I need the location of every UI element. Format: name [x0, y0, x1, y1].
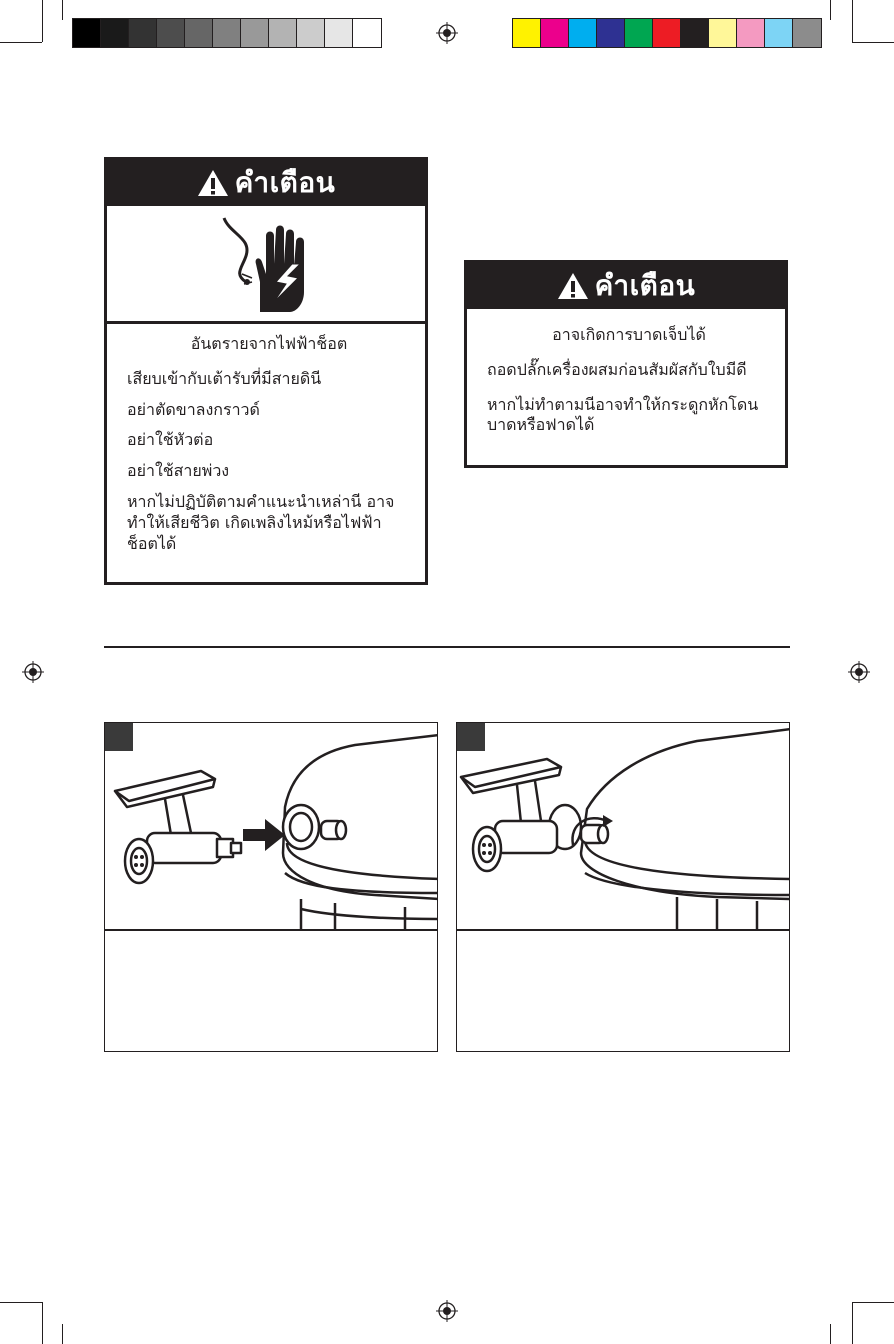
grayscale-swatch	[157, 19, 185, 47]
crop-mark	[62, 0, 63, 20]
registration-mark-icon	[848, 661, 870, 683]
hazard-symbol-area	[107, 206, 425, 324]
step-panel-1	[104, 722, 438, 1052]
crop-mark	[42, 1302, 43, 1344]
process-color-swatch	[765, 19, 793, 47]
grayscale-swatch	[129, 19, 157, 47]
process-color-swatch	[597, 19, 625, 47]
electric-shock-hand-icon	[216, 212, 316, 316]
process-color-swatch	[541, 19, 569, 47]
warning-instruction: เสียบเข้ากับเต้ารับที่มีสายดินี	[127, 368, 322, 388]
grayscale-swatch	[325, 19, 353, 47]
registration-mark-icon	[436, 1300, 458, 1322]
process-color-swatch	[653, 19, 681, 47]
process-color-swatch	[569, 19, 597, 47]
warning-instruction: อย่าใช้สายพ่วง	[127, 461, 230, 481]
grayscale-swatch	[73, 19, 101, 47]
step-number-badge	[457, 723, 485, 751]
warning-consequence: หากไม่ทำตามนีอาจทำให้กระดูกหักโดนบาดหรือฟาดได้	[487, 394, 759, 435]
warning-title: คำเตือน	[234, 166, 336, 199]
registration-mark-icon	[22, 661, 44, 683]
secure-grinder-illustration	[457, 723, 789, 929]
grayscale-swatch	[213, 19, 241, 47]
registration-mark-icon	[436, 22, 458, 44]
warning-instruction: อย่าใช้หัวต่อ	[127, 430, 214, 450]
process-color-swatch	[681, 19, 709, 47]
crop-mark	[830, 0, 831, 20]
warning-body	[467, 309, 785, 436]
warning-instruction: อย่าตัดขาลงกราวด์	[127, 399, 260, 419]
grayscale-swatch	[269, 19, 297, 47]
hazard-title: อาจเกิดการบาดเจ็บได้	[552, 325, 706, 344]
crop-mark	[42, 0, 43, 42]
warning-title: คำเตือน	[594, 269, 696, 302]
warning-triangle-icon	[197, 169, 229, 197]
process-color-swatch	[513, 19, 541, 47]
crop-mark	[0, 42, 42, 43]
step-number-badge	[105, 723, 133, 751]
crop-mark	[852, 1302, 894, 1303]
hazard-title: อันตรายจากไฟฟ้าช็อต	[190, 334, 348, 353]
grayscale-swatch	[297, 19, 325, 47]
attach-grinder-illustration	[105, 723, 437, 929]
crop-mark	[0, 1302, 42, 1303]
process-color-swatch	[709, 19, 737, 47]
crop-mark	[852, 0, 853, 42]
warning-consequence: หากไม่ปฏิบัติตามคำแนะนำเหล่านี อาจทำให้เสียชีวิต เกิดเพลิงไหม้หรือไฟฟ้าช็อตได้	[127, 491, 395, 553]
crop-mark	[830, 1324, 831, 1344]
step-panel-2	[456, 722, 790, 1052]
warning-header	[467, 263, 785, 309]
grayscale-swatch	[241, 19, 269, 47]
step-illustration	[105, 723, 437, 931]
process-color-swatch	[625, 19, 653, 47]
grayscale-color-bar	[72, 18, 382, 48]
process-color-swatch	[793, 19, 821, 47]
crop-mark	[62, 1324, 63, 1344]
warning-triangle-icon	[557, 272, 589, 300]
warning-body	[107, 324, 425, 554]
warning-instruction: ถอดปลั๊กเครื่องผสมก่อนสัมผัสกับใบมีดี	[487, 359, 747, 379]
warning-header	[107, 160, 425, 206]
step-illustration	[457, 723, 789, 931]
grayscale-swatch	[101, 19, 129, 47]
electrical-shock-warning	[104, 157, 428, 585]
process-color-bar	[512, 18, 822, 48]
grayscale-swatch	[353, 19, 381, 47]
injury-hazard-warning	[464, 260, 788, 468]
crop-mark	[852, 42, 894, 43]
section-divider	[104, 646, 790, 648]
crop-mark	[852, 1302, 853, 1344]
process-color-swatch	[737, 19, 765, 47]
grayscale-swatch	[185, 19, 213, 47]
